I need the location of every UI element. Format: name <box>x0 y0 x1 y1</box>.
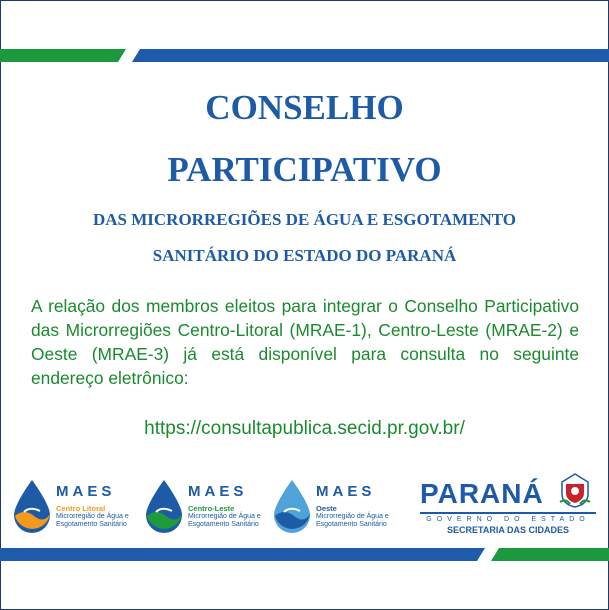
maes-oeste-logo <box>270 478 405 538</box>
maes-centro-leste-logo <box>142 478 277 538</box>
title-line-1: CONSELHO <box>205 88 404 127</box>
consultation-link[interactable]: https://consultapublica.secid.pr.gov.br/ <box>144 418 465 439</box>
subtitle-line-2: SANITÁRIO DO ESTADO DO PARANÁ <box>152 246 457 265</box>
region-description: Microrregião de Água e Esgotamento Sanitário <box>56 513 129 528</box>
green-water-drop-icon <box>142 478 186 534</box>
region-name: Centro-Leste <box>188 504 235 513</box>
maes-brand: MAES <box>316 483 376 500</box>
secretariat-label: SECRETARIA DAS CIDADES <box>446 525 569 535</box>
orange-water-drop-icon <box>10 478 54 534</box>
title-line-2: PARTICIPATIVO <box>167 150 442 189</box>
announcement-paragraph: A relação dos membros eleitos para integrar o Conselho Participativo das Microrregiões Centro-Litoral (MRAE-1), Centro-Leste (MRAE-2) e Oeste (MRAE-3) já está disponível para consulta no seguinte endereço eletrônico: <box>31 296 579 388</box>
maes-centro-litoral-logo <box>10 478 145 538</box>
parana-wordmark: PARANÁ <box>420 478 544 509</box>
region-description: Microrregião de Água e Esgotamento Sanitário <box>188 513 261 528</box>
parana-state-logo <box>420 476 598 536</box>
divider <box>420 512 596 514</box>
top-green-stripe <box>0 49 126 62</box>
government-label: GOVERNO DO ESTADO <box>426 516 590 523</box>
region-description: Microrregião de Água e Esgotamento Sanitário <box>316 513 389 528</box>
region-name: Oeste <box>316 504 337 513</box>
bottom-green-stripe <box>491 548 609 561</box>
maes-brand: MAES <box>56 483 116 500</box>
top-blue-stripe <box>132 49 609 62</box>
region-name: Centro Litoral <box>56 504 106 513</box>
subtitle-line-1: DAS MICRORREGIÕES DE ÁGUA E ESGOTAMENTO <box>92 210 517 229</box>
bottom-blue-stripe <box>0 548 485 561</box>
blue-water-drop-icon <box>270 478 314 534</box>
maes-brand: MAES <box>188 483 248 500</box>
parana-coat-of-arms-icon <box>558 472 592 508</box>
